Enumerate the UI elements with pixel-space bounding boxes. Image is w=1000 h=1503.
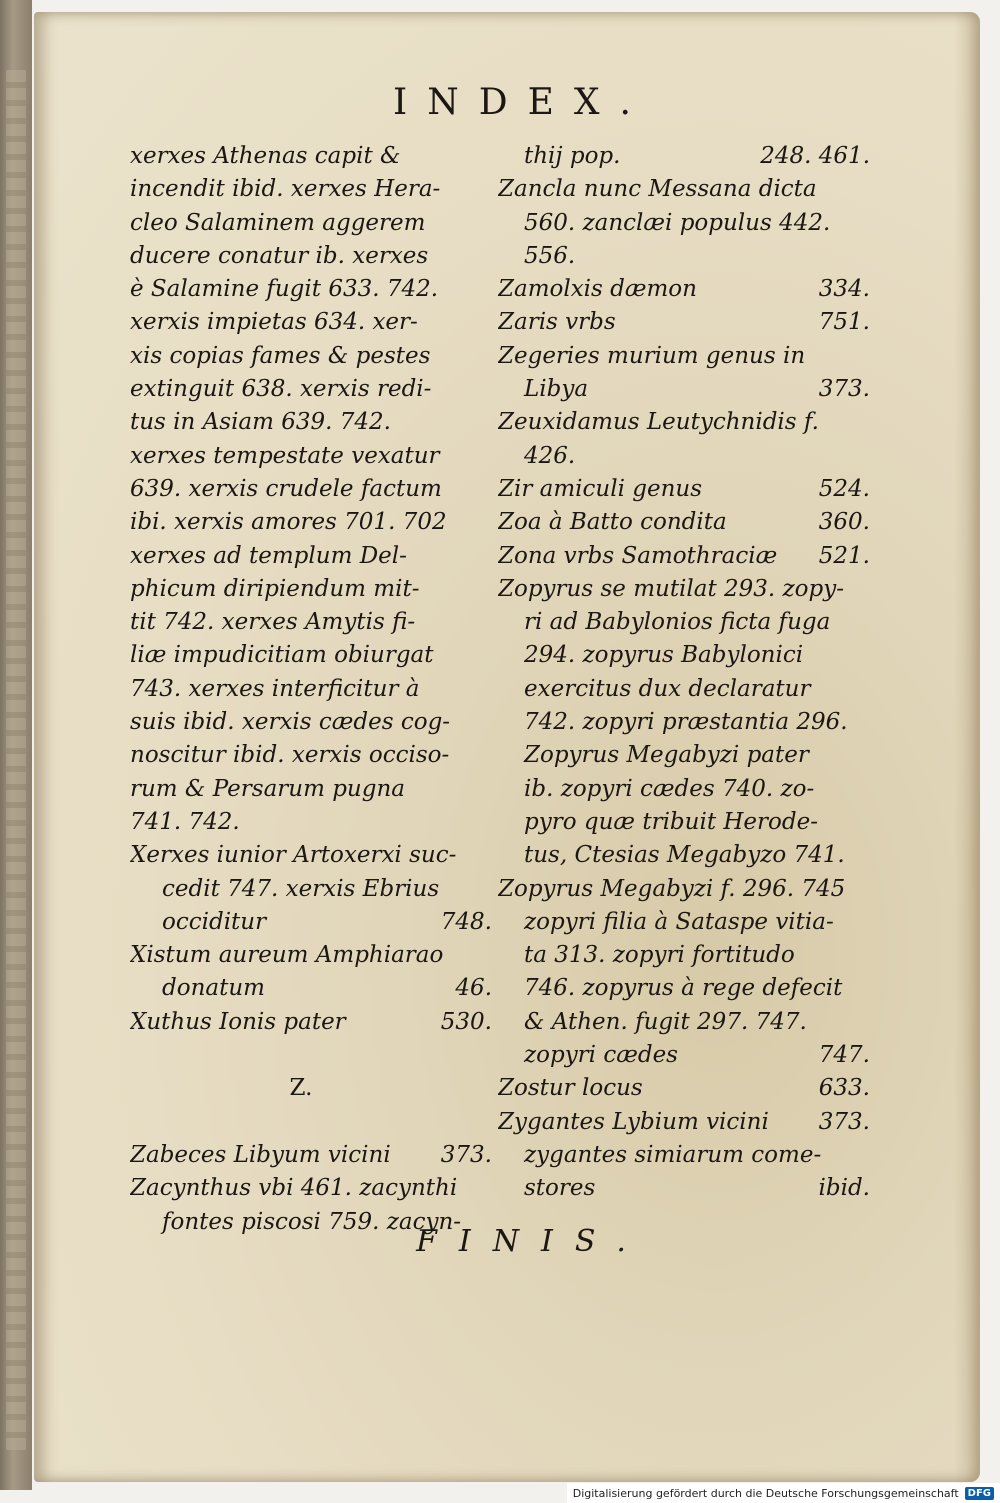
- index-entry-text: Zegeries murium genus in: [498, 342, 806, 369]
- index-line: [130, 173, 492, 206]
- index-entry-text: Libya: [524, 376, 589, 403]
- index-entry-text: exercitus dux declaratur: [524, 675, 811, 702]
- index-entry-text: Zoa à Batto condita: [498, 509, 727, 536]
- digitization-footer: [567, 1483, 1000, 1503]
- index-line: [130, 340, 492, 373]
- index-entry-text: 639. xerxis crudele factum: [130, 475, 442, 502]
- index-page-reference: 748.: [440, 908, 492, 935]
- index-line: [130, 1039, 492, 1072]
- index-line: [498, 706, 870, 739]
- colophon-finis: FINIS.: [416, 1224, 648, 1259]
- index-entry-text: occiditur: [162, 908, 267, 935]
- index-line: [498, 140, 870, 173]
- index-line: [130, 140, 492, 173]
- index-line: [498, 373, 870, 406]
- index-entry-text: 743. xerxes interficitur à: [130, 675, 420, 702]
- index-line: [130, 906, 492, 939]
- index-line: [498, 1039, 870, 1072]
- index-line: [130, 473, 492, 506]
- index-line: [130, 639, 492, 672]
- index-entry-text: liæ impudicitiam obiurgat: [130, 642, 434, 669]
- index-page-reference: 747.: [818, 1042, 870, 1069]
- index-line: [130, 972, 492, 1005]
- index-entry-text: Zamolxis dæmon: [498, 276, 697, 303]
- index-line: [498, 606, 870, 639]
- index-line: [130, 273, 492, 306]
- index-entry-text: zopyri filia à Sataspe vitia-: [524, 908, 834, 935]
- index-entry-text: 556.: [524, 242, 576, 269]
- index-line: [498, 306, 870, 339]
- index-line: [498, 806, 870, 839]
- footer-credit-text: Digitalisierung gefördert durch die Deutsche Forschungsgemeinschaft: [572, 1486, 959, 1500]
- index-line: [498, 573, 870, 606]
- index-line: [130, 706, 492, 739]
- dfg-logo-icon: DFG: [965, 1487, 994, 1500]
- index-entry-text: Xuthus Ionis pater: [130, 1008, 346, 1035]
- index-entry-text: pyro quæ tribuit Herode-: [524, 808, 818, 835]
- index-entry-text: thij pop.: [524, 143, 621, 169]
- index-line: [130, 739, 492, 772]
- index-line: [130, 1172, 492, 1205]
- index-line: [130, 1006, 492, 1039]
- index-entry-text: noscitur ibid. xerxis occiso-: [130, 742, 450, 769]
- index-line: [498, 540, 870, 573]
- book-spine: [0, 0, 32, 1490]
- index-line: [130, 606, 492, 639]
- index-line: [498, 1106, 870, 1139]
- index-line: [130, 873, 492, 906]
- index-line: [130, 939, 492, 972]
- index-line: [130, 1072, 492, 1105]
- index-entry-text: rum & Persarum pugna: [130, 775, 405, 802]
- index-line: [498, 473, 870, 506]
- index-line: [130, 773, 492, 806]
- index-line: [498, 906, 870, 939]
- index-entry-text: Zopyrus Megabyzi f. 296. 745: [498, 875, 846, 902]
- section-letter-heading: Z.: [289, 1075, 313, 1102]
- index-page-reference: 334.: [818, 276, 870, 303]
- index-line: [130, 839, 492, 872]
- index-entry-text: Xerxes iunior Artoxerxi suc-: [130, 842, 457, 869]
- index-entry-text: ducere conatur ib. xerxes: [130, 242, 429, 269]
- index-line: [498, 773, 870, 806]
- index-entry-text: 741. 742.: [130, 808, 240, 835]
- index-entry-text: Zaris vrbs: [498, 309, 616, 336]
- index-line: [130, 373, 492, 406]
- index-line: [130, 806, 492, 839]
- index-entry-text: donatum: [162, 975, 265, 1002]
- index-line: [130, 207, 492, 240]
- index-entry-text: cleo Salaminem aggerem: [130, 209, 426, 236]
- index-entry-text: Zygantes Lybium vicini: [498, 1108, 769, 1135]
- index-line: [130, 573, 492, 606]
- index-line: [130, 1139, 492, 1172]
- index-page-reference: 248. 461.: [760, 143, 870, 169]
- index-entry-text: Zacynthus vbi 461. zacynthi: [130, 1175, 458, 1202]
- index-line: [130, 540, 492, 573]
- index-line: [130, 306, 492, 339]
- index-entry-text: 742. zopyri præstantia 296.: [524, 709, 848, 736]
- page-edge-shadow: [954, 12, 980, 1482]
- index-line: [498, 739, 870, 772]
- index-entry-text: Xistum aureum Amphiarao: [130, 942, 444, 969]
- index-line: [498, 839, 870, 872]
- index-line: [130, 240, 492, 273]
- index-entry-text: Zancla nunc Messana dicta: [498, 176, 817, 203]
- index-entry-text: 560. zanclæi populus 442.: [524, 209, 831, 236]
- index-entry-text: zopyri cædes: [524, 1042, 678, 1069]
- index-entry-text: incendit ibid. xerxes Hera-: [130, 176, 441, 203]
- index-entry-text: Zostur locus: [498, 1075, 643, 1102]
- book-page: [34, 12, 980, 1482]
- index-line: [130, 406, 492, 439]
- index-entry-text: Zabeces Libyum vicini: [130, 1141, 391, 1168]
- index-line: [130, 673, 492, 706]
- index-entry-text: stores: [524, 1175, 596, 1202]
- index-line: [130, 506, 492, 539]
- index-page-reference: 521.: [818, 542, 870, 569]
- index-entry-text: xis copias fames & pestes: [130, 342, 431, 369]
- index-entry-text: Zopyrus Megabyzi pater: [524, 742, 809, 769]
- index-entry-text: Zopyrus se mutilat 293. zopy-: [498, 575, 845, 602]
- index-page-reference: 751.: [818, 309, 870, 336]
- index-entry-text: 746. zopyrus à rege defecit: [524, 975, 843, 1002]
- index-page-reference: 524.: [818, 475, 870, 502]
- index-page-reference: 373.: [440, 1141, 492, 1168]
- index-line: [498, 173, 870, 206]
- index-line: [498, 506, 870, 539]
- index-entry-text: phicum diripiendum mit-: [130, 575, 420, 602]
- index-line: [130, 440, 492, 473]
- index-entry-text: xerxes tempestate vexatur: [130, 442, 440, 469]
- index-line: [498, 639, 870, 672]
- index-page-reference: 360.: [818, 509, 870, 536]
- index-column-left: [130, 140, 492, 1239]
- index-line: [498, 207, 870, 240]
- index-line: [498, 939, 870, 972]
- index-page-reference: 373.: [818, 376, 870, 403]
- index-line: [498, 340, 870, 373]
- index-page-reference: 46.: [455, 975, 492, 1002]
- index-entry-text: suis ibid. xerxis cædes cog-: [130, 709, 451, 736]
- index-line: [498, 406, 870, 439]
- index-line: [498, 1139, 870, 1172]
- index-entry-text: ta 313. zopyri fortitudo: [524, 942, 795, 969]
- index-column-right: [498, 140, 870, 1206]
- index-entry-text: tus in Asiam 639. 742.: [130, 409, 391, 436]
- index-entry-text: ibi. xerxis amores 701. 702: [130, 509, 447, 536]
- index-entry-text: Zeuxidamus Leutychnidis f.: [498, 409, 819, 436]
- index-line: [498, 673, 870, 706]
- facing-page-edge: [6, 70, 26, 1450]
- index-entry-text: tus, Ctesias Megabyzo 741.: [524, 842, 845, 869]
- index-line: [498, 972, 870, 1005]
- index-entry-text: è Salamine fugit 633. 742.: [130, 276, 439, 303]
- index-entry-text: xerxes ad templum Del-: [130, 542, 407, 569]
- index-line: [130, 1106, 492, 1139]
- index-entry-text: fontes piscosi 759. zacyn-: [162, 1208, 462, 1235]
- index-entry-text: xerxes Athenas capit &: [130, 143, 401, 169]
- index-line: [498, 273, 870, 306]
- index-entry-text: ri ad Babylonios ficta fuga: [524, 609, 831, 636]
- index-entry-text: extinguit 638. xerxis redi-: [130, 376, 432, 403]
- index-entry-text: 294. zopyrus Babylonici: [524, 642, 804, 669]
- index-line: [498, 240, 870, 273]
- index-entry-text: 426.: [524, 442, 576, 469]
- index-entry-text: Zir amiculi genus: [498, 475, 703, 502]
- index-entry-text: tit 742. xerxes Amytis fi-: [130, 609, 416, 636]
- index-entry-text: ib. zopyri cædes 740. zo-: [524, 775, 815, 802]
- index-line: [498, 440, 870, 473]
- index-page-reference: 633.: [818, 1075, 870, 1102]
- index-page-reference: 373.: [818, 1108, 870, 1135]
- running-head: INDEX.: [393, 82, 651, 123]
- index-entry-text: zygantes simiarum come-: [524, 1141, 822, 1168]
- index-line: [498, 1072, 870, 1105]
- index-line: [498, 1006, 870, 1039]
- index-page-reference: ibid.: [818, 1175, 870, 1202]
- index-page-reference: 530.: [440, 1008, 492, 1035]
- index-entry-text: Zona vrbs Samothraciæ: [498, 542, 778, 569]
- index-entry-text: xerxis impietas 634. xer-: [130, 309, 418, 336]
- index-entry-text: cedit 747. xerxis Ebrius: [162, 875, 440, 902]
- index-line: [498, 1172, 870, 1205]
- index-line: [498, 873, 870, 906]
- index-entry-text: & Athen. fugit 297. 747.: [524, 1008, 807, 1035]
